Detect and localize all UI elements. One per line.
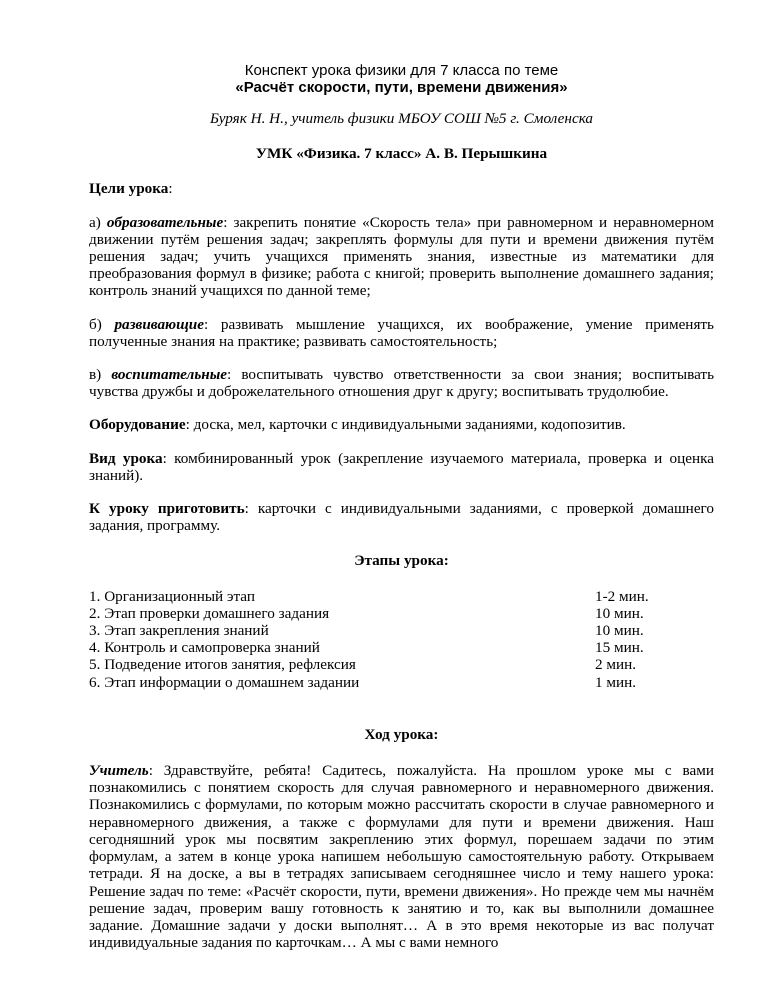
lesson-type-label: Вид урока [89,449,163,467]
stage-name: 1. Организационный этап [89,587,255,605]
stage-time: 10 мин. [595,604,644,622]
stage-time: 10 мин. [595,622,644,640]
umk-line: УМК «Физика. 7 класс» А. В. Перышкина [255,145,548,163]
stage-time: 2 мин. [595,656,637,674]
stage-name: 3. Этап закрепления знаний [89,622,269,640]
equipment-text: : доска, мел, карточки с индивидуальными заданиями, кодопозитив. [185,416,626,434]
stage-row [89,656,714,673]
prepare-label: К уроку приготовить [89,500,245,518]
stage-row [89,639,714,656]
stage-name: 4. Контроль и самопроверка знаний [89,639,320,657]
prepare-text: : карточки с индивидуальными заданиями, с проверкой домашнего задания, программу. [89,500,714,535]
stage-row [89,588,714,605]
course-text: : Здравствуйте, ребята! Садитесь, пожалуйста. На прошлом уроке мы с вами познакомились с понятием скорость для случая равномерного и неравномерного движения. Познакомились с формулами, по которым можно рассчитать скорости в случае равномерного и неравномерного движения, а также с формулами для пути и времени движения. Наш сегодняшний урок мы посвятим закреплению этих формул, порешаем задачи по этим формулам, а затем в конце урока напишем небольшую самостоятельную работу. Открываем тетради. Я на доске, а вы в тетрадях записываем сегодняшнее число и тему нашего урока: Решение задач по теме: «Расчёт скорости, пути, времени движения». Но прежде чем мы начнём решение задач, проверим вашу готовность к занятию и то, как вы выполнили домашнее задание. Домашние задачи у доски выполнят… А в это время некоторые из вас получат индивидуальные задания по карточкам… А мы с вами немного [89,762,714,952]
document-page [89,62,714,951]
goal-a-term: образовательные [106,213,224,231]
goals-heading-label: Цели урока [89,180,169,198]
goal-b-term: развивающие [114,315,204,333]
stage-row [89,605,714,622]
goal-a-text: : закрепить понятие «Скорость тела» при равномерном и неравномерном движении путём решения задач; закреплять формулы для пути и времени движения путём решения задач; учить учащихся применять знания, известные из математики для преобразования формул в физике; работа с книгой; проверить выполнение домашнего задания; контроль знаний учащихся по данной теме; [89,213,714,300]
stages-heading: Этапы урока: [354,552,449,570]
stage-name: 5. Подведение итогов занятия, рефлексия [89,656,356,674]
course-heading: Ход урока: [364,725,439,743]
stage-row [89,622,714,639]
goal-b: б) развивающие: развивать мышление учащихся, их воображение, умение применять полученные знания на практике; развивать самостоятельность; [89,315,714,350]
title-line-1: Конспект урока физики для 7 класса по теме [244,62,559,79]
goal-c: в) воспитательные: воспитывать чувство ответственности за свои знания; воспитывать чувства дружбы и доброжелательного отношения друг к другу; воспитывать трудолюбие. [89,366,714,401]
goals-heading: Цели урока: [89,180,173,198]
stage-name: 6. Этап информации о домашнем задании [89,673,360,691]
stage-time: 15 мин. [595,639,644,657]
goal-c-term: воспитательные [111,366,227,384]
stage-time: 1 мин. [595,673,637,691]
title-line-2: «Расчёт скорости, пути, времени движения» [235,79,568,96]
course-paragraph [89,762,714,951]
stage-row [89,674,714,691]
lesson-type-text: : комбинированный урок (закрепление изучаемого материала, проверка и оценка знаний). [89,449,714,484]
goal-c-text: : воспитывать чувство ответственности за свои знания; воспитывать чувства дружбы и доброжелательного отношения друг к другу; воспитывать трудолюбие. [89,366,714,401]
author-line: Буряк Н. Н., учитель физики МБОУ СОШ №5 г. Смоленска [209,110,594,127]
document-title [89,62,714,96]
prepare-paragraph [89,500,714,534]
goal-b-text: : развивать мышление учащихся, их воображение, умение применять полученные знания на практике; развивать самостоятельность; [89,315,714,350]
goal-a: а) образовательные: закрепить понятие «Скорость тела» при равномерном и неравномерном движении путём решения задач; закреплять формулы для пути и времени движения путём решения задач; учить учащихся применять знания, известные из математики для преобразования формул в физике; работа с книгой; проверить выполнение домашнего задания; контроль знаний учащихся по данной теме; [89,213,714,300]
stage-time: 1-2 мин. [595,587,649,605]
equipment-label: Оборудование [89,416,186,434]
lesson-type-paragraph [89,450,714,484]
equipment-paragraph [89,416,714,433]
stage-name: 2. Этап проверки домашнего задания [89,604,330,622]
course-speaker: Учитель [89,762,149,780]
stages-list [89,588,714,691]
